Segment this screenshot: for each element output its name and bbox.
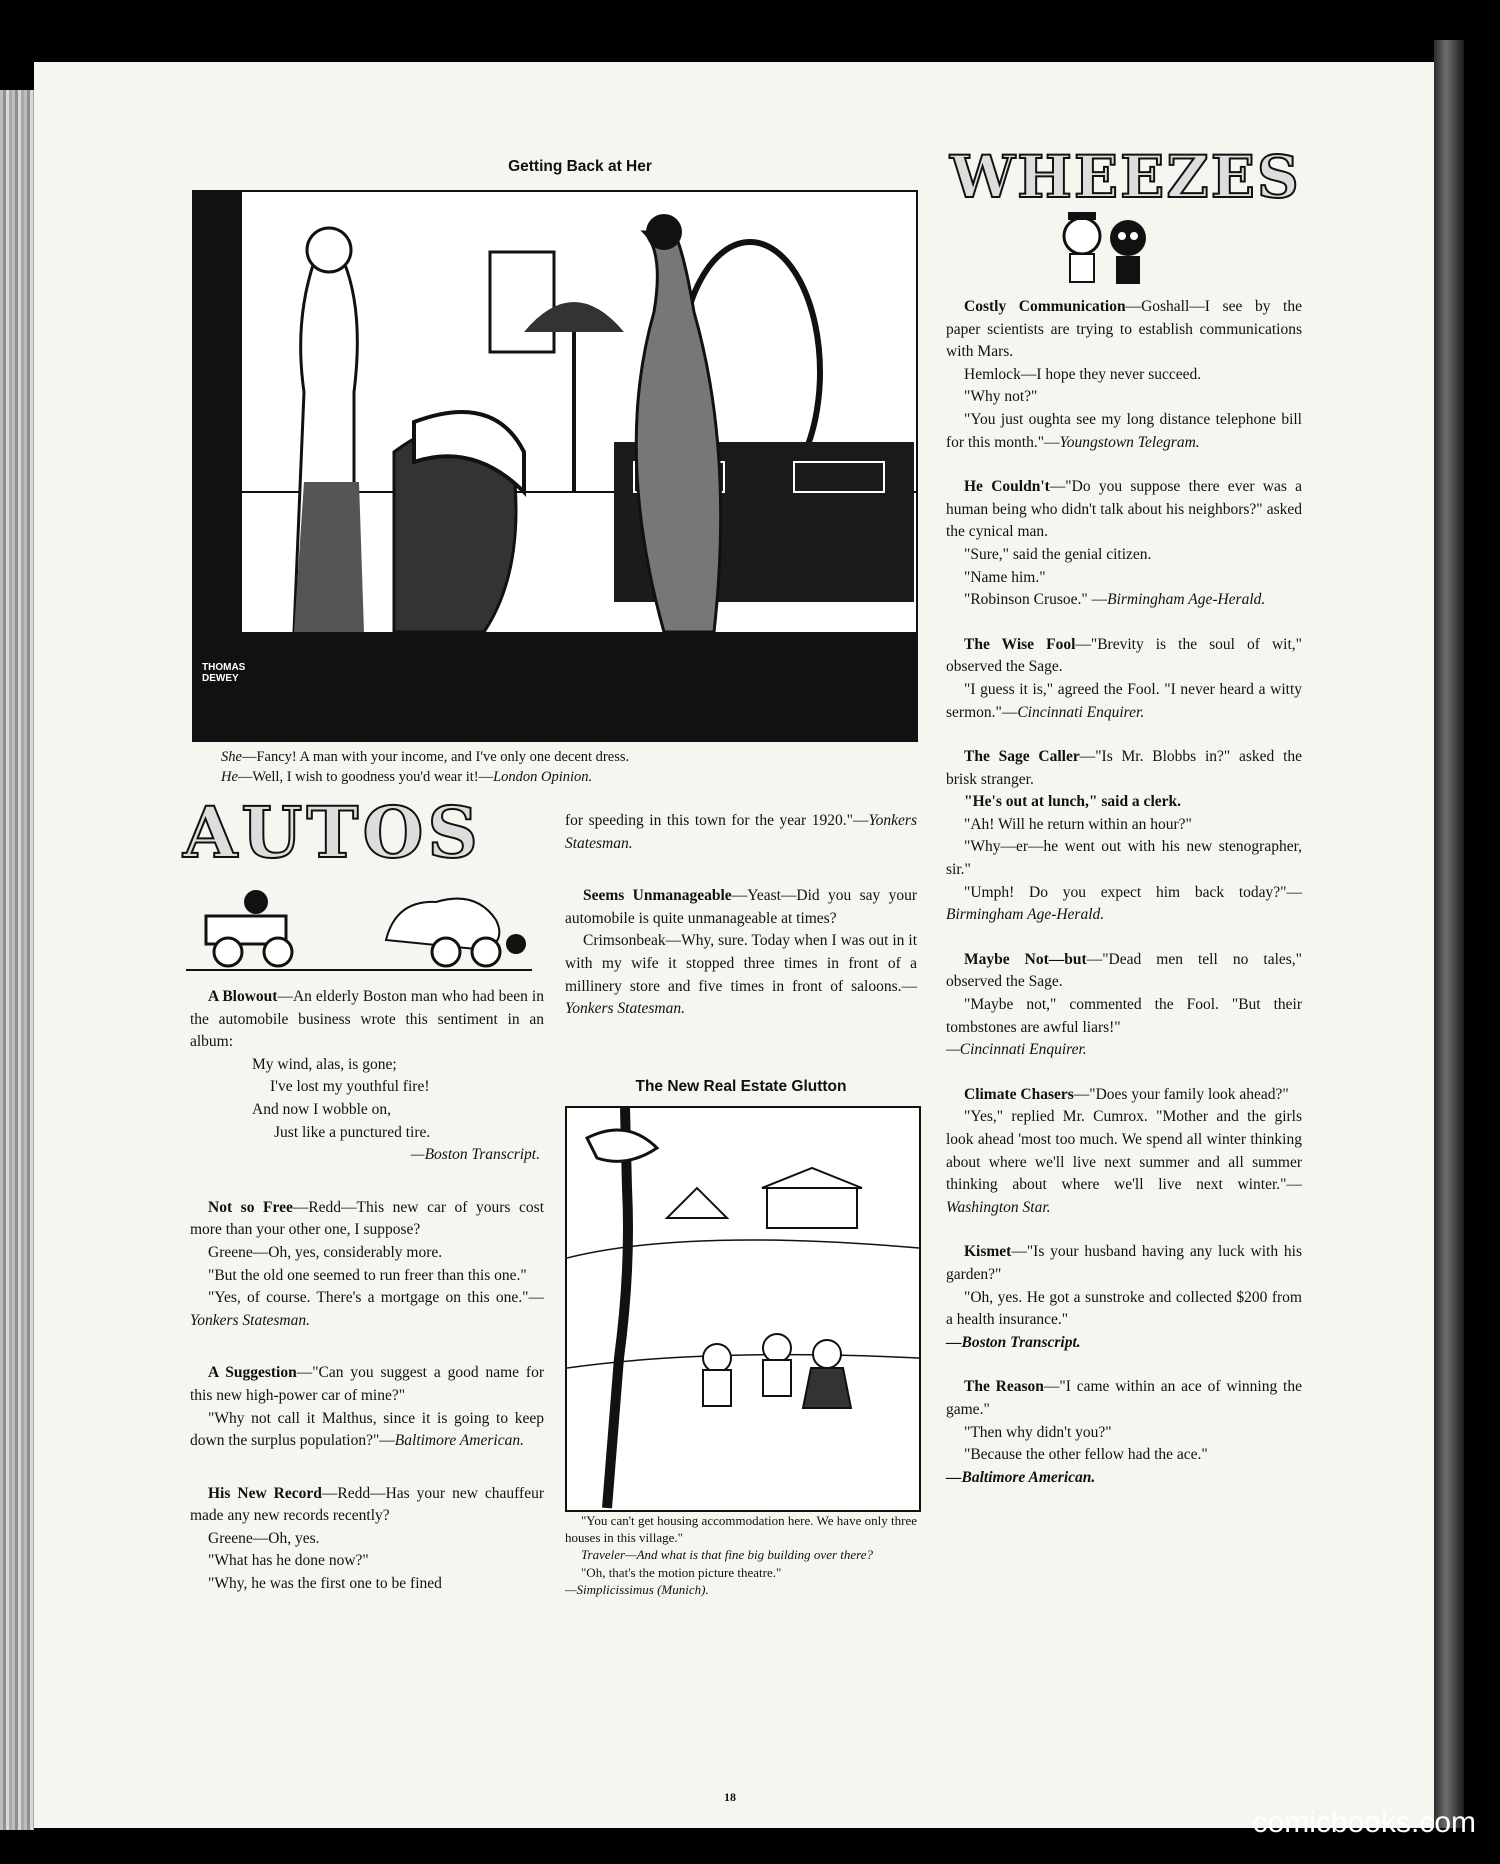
article-continuation: [565, 810, 917, 855]
article-line: —Goshall—I see by the paper scientists are trying to establish communications with Mars.: [946, 298, 1302, 361]
article-line: —Redd—This new car of yours cost more than your other one, I suppose?: [190, 1198, 544, 1239]
wheezes-heading: WHEEZES: [950, 143, 1301, 211]
article-title: He Couldn't: [964, 478, 1050, 496]
article-source: Yonkers Statesman.: [565, 812, 917, 852]
article-source: Washington Star.: [946, 1198, 1051, 1216]
article-a-blowout: [190, 986, 544, 1054]
article-title: The Wise Fool: [964, 635, 1076, 653]
article-title: Not so Free: [208, 1198, 293, 1216]
article-line: Greene—Oh, yes.: [208, 1529, 320, 1547]
page-number: 18: [724, 1790, 736, 1804]
article-title: A Suggestion: [208, 1364, 297, 1382]
article-line: Greene—Oh, yes, considerably more.: [208, 1243, 443, 1261]
glutton-illustration: [565, 1106, 921, 1512]
article-source: Baltimore American.: [394, 1432, 524, 1450]
article-seems-unmanageable: [565, 885, 917, 1021]
article-line: "Why not?": [964, 388, 1038, 406]
article-line: "Why, he was the first one to be fined: [208, 1575, 442, 1593]
article-title: Kismet: [964, 1243, 1012, 1261]
poem-line: Just like a punctured tire.: [274, 1123, 431, 1141]
article-line: Crimsonbeak—Why, sure. Today when I was out in it with my wife it stopped three times in front of a millinery store and five times in front of saloons.—: [565, 932, 917, 995]
article-his-new-record: [190, 1483, 544, 1596]
article-line: "Yes, of course. There's a mortgage on this one."—: [208, 1289, 544, 1307]
article-a-suggestion: [190, 1362, 544, 1452]
watermark: comicbooks.com: [1252, 1806, 1476, 1839]
article-line: —"Is your husband having any luck with his garden?": [946, 1243, 1302, 1283]
poem: [190, 1054, 544, 1144]
article-line: —"Does your family look ahead?": [1073, 1085, 1289, 1103]
caption-line: Traveler—And what is that fine big building over there?: [581, 1547, 873, 1563]
article-source: Birmingham Age-Herald.: [1107, 591, 1266, 609]
glutton-caption: [565, 1512, 917, 1598]
wheezes-characters-drawing: [1050, 210, 1160, 286]
article-line: "Sure," said the genial citizen.: [964, 545, 1152, 563]
article-line: "Why—er—he went out with his new stenographer, sir.": [946, 838, 1302, 879]
caption-line-1: —Fancy! A man with your income, and I've only one decent dress.: [241, 749, 630, 765]
article-line: —"Is Mr. Blobbs in?" asked the brisk stranger.: [946, 748, 1303, 788]
article-line: "Oh, yes. He got a sunstroke and collected $200 from a health insurance.": [946, 1288, 1302, 1329]
article-line: "Name him.": [964, 568, 1046, 586]
article-line: —"Brevity is the soul of wit," observed the Sage.: [946, 635, 1302, 676]
poem-source: —Boston Transcript.: [410, 1146, 540, 1164]
cartoon-caption: [221, 747, 781, 787]
article-source: —Boston Transcript.: [946, 1333, 1081, 1351]
poem-line: I've lost my youthful fire!: [270, 1078, 430, 1096]
article-the-wise-fool: [946, 634, 1302, 724]
article-title: The Sage Caller: [964, 748, 1080, 766]
article-line: "I guess it is," agreed the Fool. "I never heard a witty sermon."—: [946, 680, 1302, 721]
article-he-couldnt: [946, 476, 1302, 612]
cartoon-illustration: [192, 190, 918, 742]
article-maybe-not-but: [946, 949, 1302, 1062]
article-source: Youngstown Telegram.: [1059, 433, 1200, 451]
article-body: —An elderly Boston man who had been in the automobile business wrote this sentiment in an album:: [190, 988, 544, 1051]
article-title: Seems Unmanageable: [583, 887, 732, 905]
article-line: —"Can you suggest a good name for this new high-power car of mine?": [190, 1364, 544, 1404]
poem-line: My wind, alas, is gone;: [252, 1055, 397, 1073]
article-costly-communication: [946, 296, 1302, 454]
article-line: "Because the other fellow had the ace.": [964, 1446, 1208, 1464]
article-line: "You just oughta see my long distance telephone bill for this month."—: [946, 410, 1302, 451]
article-title: Climate Chasers: [964, 1085, 1074, 1103]
book-gutter: [1434, 40, 1464, 1828]
article-the-reason: [946, 1376, 1302, 1489]
article-line: "Ah! Will he return within an hour?": [964, 815, 1192, 833]
caption-line: "Oh, that's the motion picture theatre.": [581, 1564, 782, 1580]
article-line: —Yeast—Did you say your automobile is quite unmanageable at times?: [565, 887, 917, 927]
article-line: —Redd—Has your new chauffeur made any new records recently?: [190, 1484, 544, 1525]
article-line: Hemlock—I hope they never succeed.: [964, 365, 1202, 383]
article-the-sage-caller: [946, 746, 1302, 927]
caption-source: London Opinion.: [493, 769, 593, 785]
article-line: "Then why didn't you?": [964, 1423, 1112, 1441]
book-spine: [0, 90, 34, 1830]
column-3: [946, 296, 1302, 1511]
article-line: "Why not call it Malthus, since it is going to keep down the surplus population?"—: [190, 1409, 544, 1450]
caption-speaker-she: She: [221, 749, 242, 765]
article-line: —"I came within an ace of winning the game.": [946, 1378, 1302, 1418]
article-title: His New Record: [208, 1484, 322, 1502]
article-source: Birmingham Age-Herald.: [946, 906, 1105, 924]
article-title: A Blowout: [208, 988, 278, 1005]
article-line: —"Dead men tell no tales," observed the Sage.: [946, 950, 1302, 991]
autos-heading: AUTOS: [183, 791, 482, 874]
article-source: —Cincinnati Enquirer.: [946, 1041, 1087, 1059]
article-line: "But the old one seemed to run freer than this one.": [208, 1266, 527, 1284]
article-line: "Robinson Crusoe." —: [964, 591, 1108, 609]
column-1: [190, 986, 544, 1618]
article-line: "Umph! Do you expect him back today?"—: [964, 883, 1302, 901]
article-source: —Baltimore American.: [946, 1468, 1096, 1486]
autos-car-drawing: [186, 880, 532, 972]
poem-line: And now I wobble on,: [252, 1100, 392, 1118]
artist-signature: THOMAS DEWEY: [202, 662, 246, 684]
article-source: Yonkers Statesman.: [190, 1311, 310, 1329]
article-title: Costly Communication: [964, 298, 1126, 315]
article-not-so-free: [190, 1197, 544, 1333]
article-climate-chasers: [946, 1084, 1302, 1220]
caption-speaker-he: He: [221, 769, 238, 785]
article-line: "What has he done now?": [208, 1552, 369, 1570]
article-title: Maybe Not—but: [964, 950, 1087, 968]
article-line: "Maybe not," commented the Fool. "But their tombstones are awful liars!": [946, 996, 1302, 1036]
caption-source: —Simplicissimus (Munich).: [565, 1581, 709, 1597]
cartoon-title: Getting Back at Her: [508, 158, 652, 175]
caption-line-2: —Well, I wish to goodness you'd wear it!—: [237, 769, 494, 785]
column-2: [565, 810, 917, 1043]
article-line: —"Do you suppose there ever was a human being who didn't talk about his neighbors?" asked the cynical man.: [946, 478, 1303, 541]
article-line: for speeding in this town for the year 1920."—: [565, 812, 869, 829]
article-line: "Yes," replied Mr. Cumrox. "Mother and the girls look ahead 'most too much. We spend all winter thinking about where we'll live next summer and all summer thinking about where we'll live next winter."—: [946, 1108, 1302, 1194]
article-line: "He's out at lunch," said a clerk.: [964, 793, 1181, 811]
article-source: Yonkers Statesman.: [565, 1000, 685, 1018]
article-title: The Reason: [964, 1378, 1044, 1396]
glutton-title: The New Real Estate Glutton: [635, 1078, 847, 1095]
article-source: Cincinnati Enquirer.: [1017, 703, 1145, 721]
caption-line: "You can't get housing accommodation here. We have only three houses in this village.": [565, 1513, 917, 1546]
article-kismet: [946, 1241, 1302, 1354]
